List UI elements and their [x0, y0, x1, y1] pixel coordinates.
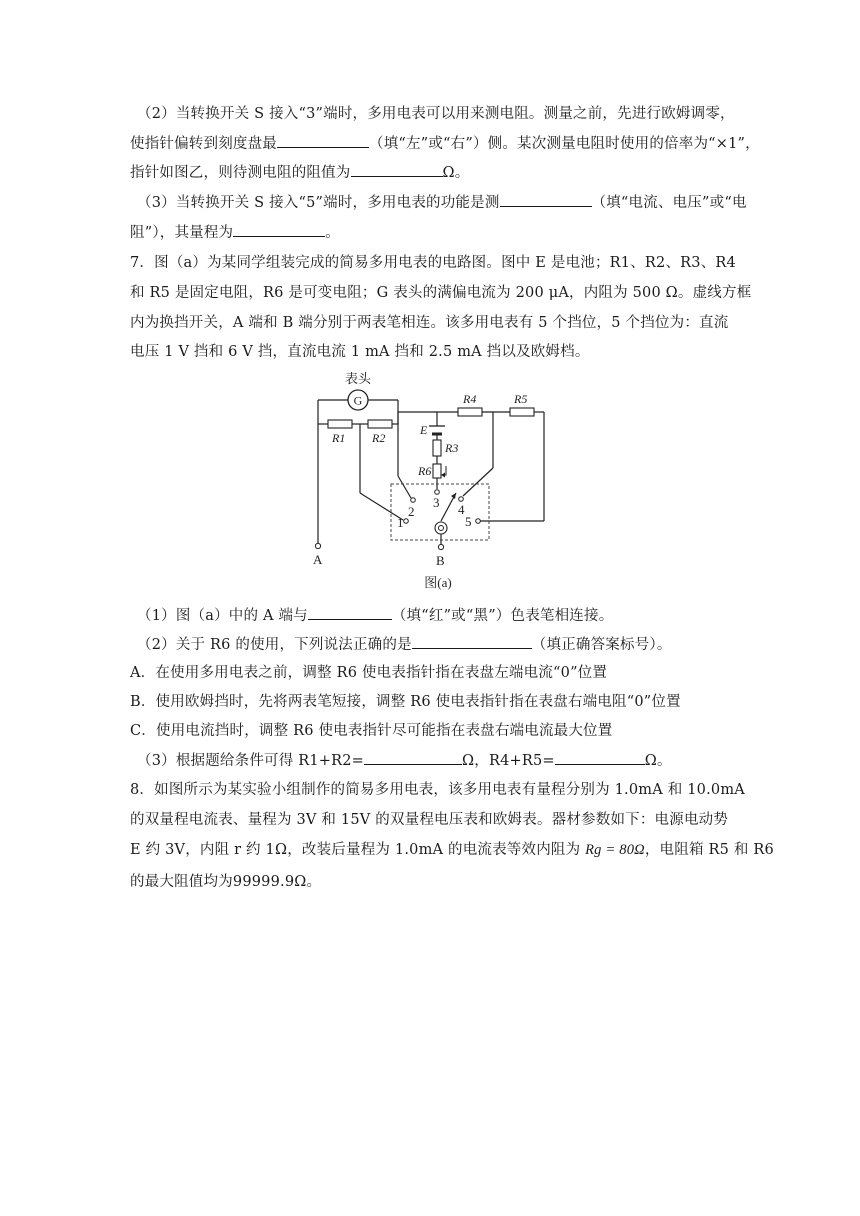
q7-intro-line3: 内为换挡开关，A 端和 B 端分别于两表笔相连。该多用电表有 5 个挡位，5 个挡位为：直流	[130, 315, 729, 331]
q7-option-b: B．使用欧姆挡时，先将两表笔短接，调整 R6 使电表指针指在表盘右端电阻“0”位置	[130, 694, 681, 710]
answer-blank[interactable]	[555, 750, 645, 765]
label-r3: R3	[445, 441, 459, 455]
answer-blank[interactable]	[500, 192, 592, 207]
answer-blank[interactable]	[412, 634, 532, 649]
contact-2-icon	[411, 498, 416, 503]
meter-title: 表头	[344, 371, 372, 386]
rg-formula: Rg = 80Ω	[585, 842, 645, 858]
answer-blank[interactable]	[308, 605, 392, 620]
terminal-a-icon	[315, 543, 320, 548]
resistor-r1-icon	[328, 420, 352, 428]
q8-line1: 8．如图所示为某实验小组制作的简易多用电表，该多用电表有量程分别为 1.0mA 和 10.0mA	[130, 782, 745, 798]
q7-option-c: C．使用电流挡时，调整 R6 使电表指针尽可能指在表盘右端电流最大位置	[130, 723, 613, 739]
q6-part2-line1: （2）当转换开关 S 接入“3”端时，多用电表可以用来测电阻。测量之前，先进行欧姆调零，	[137, 106, 735, 122]
label-terminal-3: 3	[433, 495, 440, 510]
resistor-r5-icon	[510, 408, 534, 416]
circuit-diagram	[300, 368, 560, 593]
label-r1: R1	[332, 431, 346, 445]
contact-5-icon	[476, 519, 481, 524]
label-r4: R4	[463, 392, 477, 406]
answer-blank[interactable]	[364, 750, 462, 765]
q6-part2-line2: 使指针偏转到刻度盘最 （填“左”或“右”）侧。某次测量电阻时使用的倍率为“×1”，	[130, 133, 740, 154]
answer-blank[interactable]	[351, 162, 443, 177]
resistor-r4-icon	[458, 408, 482, 416]
label-terminal-5: 5	[465, 514, 472, 529]
rotary-switch-icon	[435, 522, 447, 534]
q8-line2: 的双量程电流表、量程为 3V 和 15V 的双量程电压表和欧姆表。器材参数如下：电源电动势	[130, 812, 729, 828]
resistor-r6-icon	[433, 464, 441, 478]
resistor-r3-icon	[433, 440, 441, 456]
contact-3-icon	[435, 490, 440, 495]
q7-option-a: A．在使用多用电表之前，调整 R6 使电表指针指在表盘左端电流“0”位置	[130, 665, 608, 681]
label-r2: R2	[372, 431, 386, 445]
q7-sub1: （1）图（a）中的 A 端与 （填“红”或“黑”）色表笔相连接。	[137, 605, 747, 626]
label-e: E	[420, 423, 428, 437]
label-terminal-b: B	[436, 553, 445, 568]
q7-sub3: （3）根据题给条件可得 R1+R2= Ω，R4+R5= Ω。	[137, 750, 747, 771]
q6-part3-line2: 阻”），其量程为 。	[130, 222, 740, 243]
q8-line4: 的最大阻值均为99999.9Ω。	[130, 874, 322, 890]
answer-blank[interactable]	[233, 222, 325, 237]
q6-part2-line3: 指针如图乙，则待测电阻的阻值为 Ω。	[130, 162, 740, 183]
q7-sub2: （2）关于 R6 的使用，下列说法正确的是 （填正确答案标号）。	[137, 634, 747, 655]
label-terminal-4: 4	[458, 502, 465, 517]
resistor-r2-icon	[368, 420, 392, 428]
answer-blank[interactable]	[277, 133, 369, 148]
contact-1-icon	[404, 519, 409, 524]
q7-intro-line4: 电压 1 V 挡和 6 V 挡，直流电流 1 mA 挡和 2.5 mA 挡以及欧姆档。	[130, 344, 590, 360]
meter-label: G	[353, 393, 363, 408]
label-r6: R6	[418, 464, 432, 478]
figure-caption: 图(a)	[424, 575, 452, 590]
q8-line3: E 约 3V，内阻 r 约 1Ω，改装后量程为 1.0mA 的电流表等效内阻为 Rg = 80Ω，电阻箱 R5 和 R6	[130, 842, 774, 858]
contact-4-icon	[459, 497, 464, 502]
terminal-b-icon	[438, 544, 443, 549]
label-terminal-2: 2	[408, 504, 415, 519]
q7-intro-line1: 7．图（a）为某同学组装完成的简易多用电表的电路图。图中 E 是电池；R1、R2、R3、R4	[130, 255, 736, 271]
q6-part3-line1: （3）当转换开关 S 接入“5”端时，多用电表的功能是测 （填“电流、电压”或“电	[137, 192, 747, 213]
label-r5: R5	[514, 392, 528, 406]
label-terminal-1: 1	[397, 515, 404, 530]
label-terminal-a: A	[313, 552, 323, 567]
arrowhead-icon	[441, 473, 445, 478]
q7-intro-line2: 和 R5 是固定电阻，R6 是可变电阻；G 表头的满偏电流为 200 μA，内阻为 500 Ω。虚线方框	[130, 285, 752, 301]
